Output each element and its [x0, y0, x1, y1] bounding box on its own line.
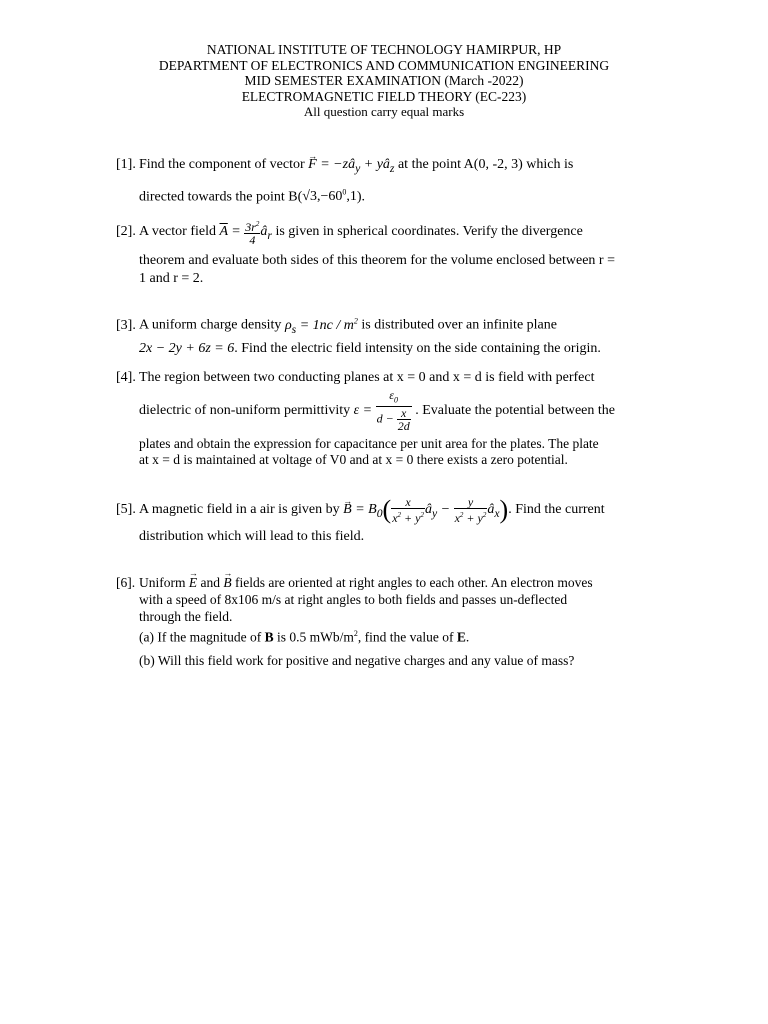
department-name: DEPARTMENT OF ELECTRONICS AND COMMUNICATION ENGINEERING: [158, 57, 610, 73]
equation: → B: [223, 575, 231, 590]
equation: → $F = -zâ_y$ + $yâ_z$: [308, 157, 398, 172]
equation: ε = $\varepsilon_0$ d − $\frac{x}{2d}$: [353, 388, 410, 434]
exam-title: MID SEMESTER EXAMINATION (March -2022): [244, 73, 524, 88]
equation: 2x − 2y + 6z = 6: [139, 341, 235, 357]
question-6: [6]. Uniform → E and → B fields are oriented at right angles to each other. An electron moves with a speed of 8x106 m/s at right angles to both fields and passes un-deflected through the field. (a) If the magnitude of B is 0.5 mWb/$m^2$, find the value of E. (b) Will this field work for positive and negative charges and any value of mass?: [116, 574, 676, 669]
question-number: [4].: [116, 370, 136, 385]
question-number: [2].: [116, 224, 136, 240]
marks-note: All question carry equal marks: [303, 104, 465, 119]
course-title: ELECTROMAGNETIC FIELD THEORY (EC-223): [241, 88, 527, 104]
question-number: [3].: [116, 317, 136, 333]
question-number: [5].: [116, 502, 136, 518]
question-1: [1]. Find the component of vector → $F = -zâ_y$ + $yâ_z$ at the point A(0, -2, 3) which is directed towards the point $B(√3,-60^0,1)$.: [116, 156, 676, 206]
equation: $√3,-60^0,1$: [302, 187, 357, 205]
question-2: [2]. A vector field $\overline{A}$ = $\frac{3r^2}{4}$ $â_r$ is given in spherical coordinates. Verify the divergence theorem and evaluate both sides of this theorem for the volume enclosed between r = 1 and r = 2.: [116, 220, 615, 286]
exam-header: [0, 42, 768, 120]
equation: → E: [189, 575, 197, 590]
equation: → $B = B_0$( $\frac{x}{x^2 + y^2}$ $â_y$ − $\frac{y}{x^2 + y^2}$ $â_x$): [343, 502, 508, 517]
question-3: [3]. A uniform charge density $\rho_s = 1nc / m^2$ is distributed over an infinite plane 2x − 2y + 6z = 6. Find the electric field intensity on the side containing the origin.: [116, 316, 601, 357]
question-4: [4]. The region between two conducting planes at x = 0 and x = d is field with perfect dielectric of non-uniform permittivity ε = $\varepsilon_0$ d − $\frac{x}{2d}$ . Evaluate the potential between the plates and obtain the expression for capacitance per unit area for the plates. The plate at x = d is maintained at voltage of V0 and at x = 0 there exists a zero potential.: [116, 370, 615, 468]
institute-name: NATIONAL INSTITUTE OF TECHNOLOGY HAMIRPUR, HP: [206, 42, 562, 57]
equation: $\overline{A}$ = $\frac{3r^2}{4}$ $â_r$: [219, 220, 272, 247]
equation: $\rho_s = 1nc / m^2$: [284, 316, 358, 336]
question-number: [6].: [116, 575, 136, 590]
question-number: [1].: [116, 157, 136, 172]
question-5: [5]. A magnetic field in a air is given by → $B = B_0$( $\frac{x}{x^2 + y^2}$ $â_y$ − $\frac{y}{x^2 + y^2}$ $â_x$). Find the current distribution which will lead to this field.: [116, 496, 676, 546]
